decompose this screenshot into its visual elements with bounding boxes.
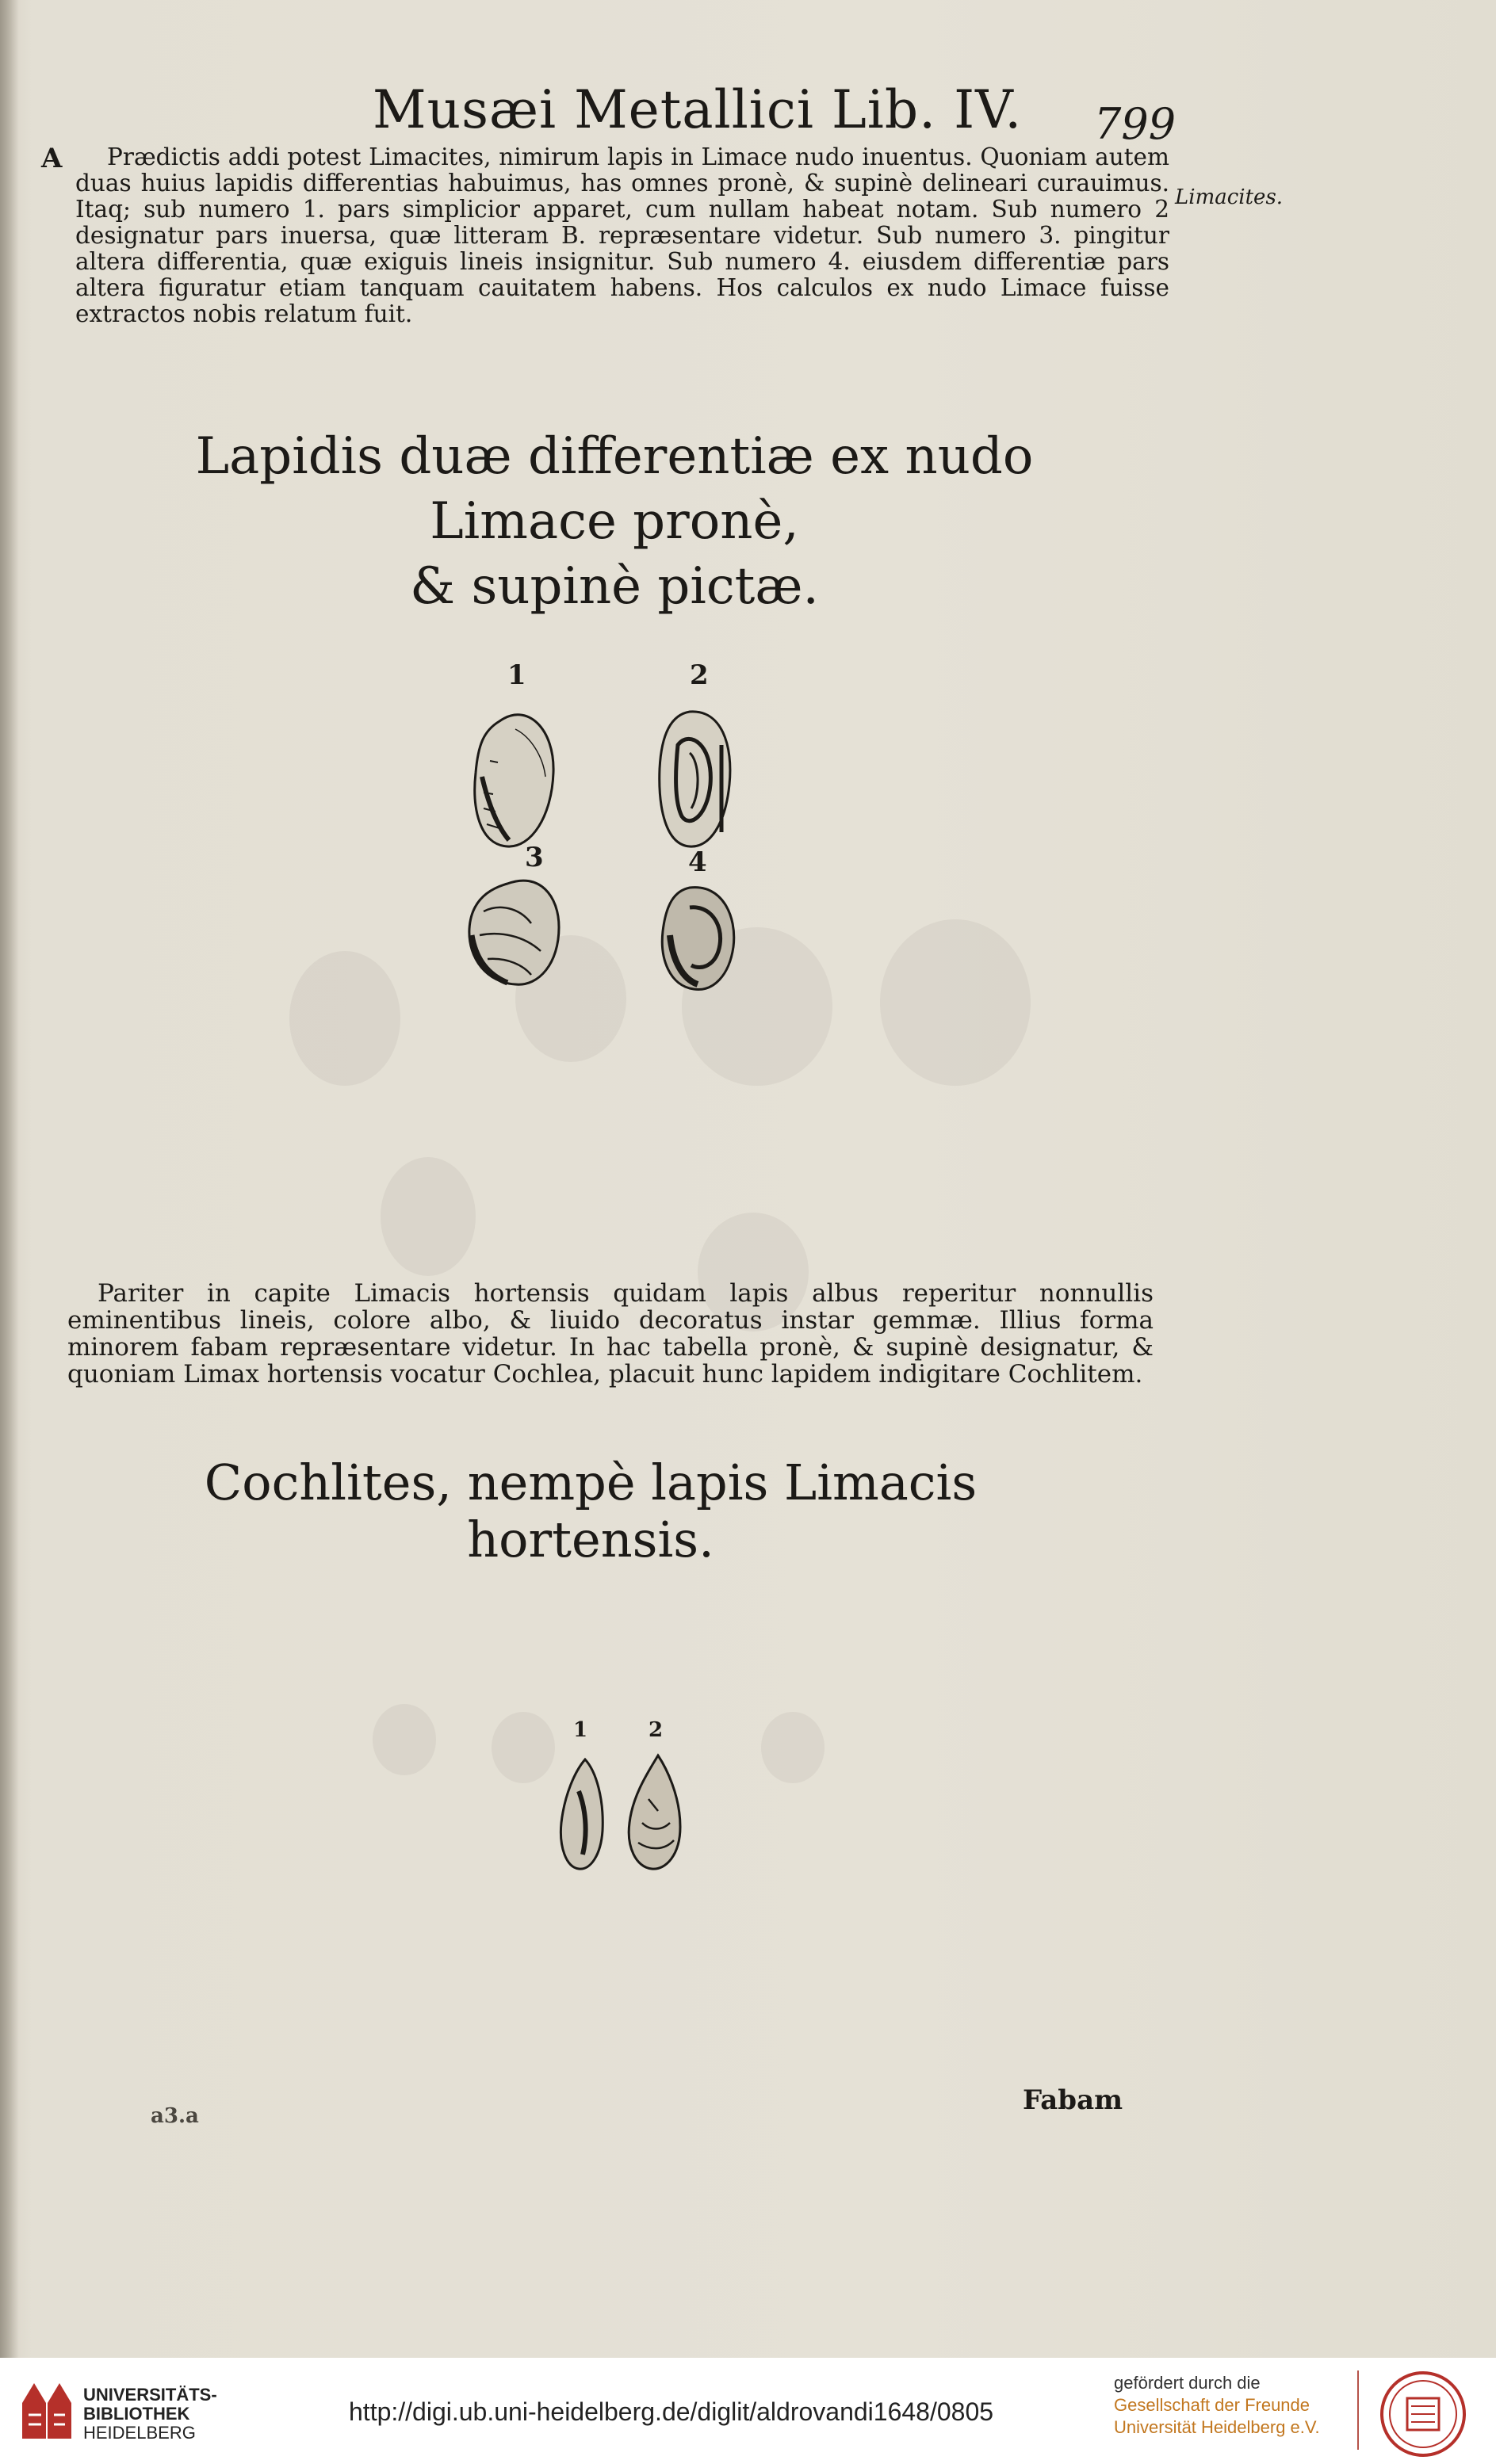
figure1-caption-line1: Lapidis duæ differentiæ ex nudo Limace pronè,	[195, 427, 1034, 551]
figure1-caption	[119, 424, 1110, 619]
sponsor-credit	[1114, 2372, 1320, 2439]
stone-3-drawing	[469, 881, 559, 984]
sponsor-intro: gefördert durch die	[1114, 2373, 1261, 2393]
paragraph-limacites: Prædictis addi potest Limacites, nimirum lapis in Limace nudo inuentus. Quoniam autem duas huius lapidis differentias habuimus, has omnes pronè, & supinè delineari curauimus. Itaq; sub numero 1. pars simplicior apparet, cum nullam habeat notam. Sub numero 2 designatur pars inuersa, quæ litteram B. repræsentare videtur. Sub numero 3. pingitur altera differentia, quæ exiguis lineis insignitur. Sub numero 4. eiusdem differentiæ pars altera figuratur etiam tanquam cauitatem habens. Hos calculos ex nudo Limace fuisse extractos nobis relatum fuit.	[75, 143, 1169, 327]
figure1-illustration	[452, 697, 769, 999]
viewer-footer	[0, 2358, 1496, 2464]
running-title: Musæi Metallici Lib. IV.	[373, 79, 1023, 140]
bleed-through-circle	[492, 1712, 555, 1783]
sponsor-name-line: Gesellschaft der Freunde	[1114, 2395, 1310, 2415]
catchword: Fabam	[1023, 2084, 1123, 2116]
bleed-through-circle	[373, 1704, 436, 1775]
bleed-through-circle	[289, 951, 400, 1086]
figure2-illustration	[547, 1752, 706, 1878]
library-name-line: HEIDELBERG	[83, 2423, 196, 2443]
library-name-line: UNIVERSITÄTS-	[83, 2385, 217, 2405]
page-number: 799	[1094, 99, 1177, 149]
figure1-caption-line2: & supinè pictæ.	[410, 557, 819, 616]
figure1-label-1: 1	[507, 659, 526, 691]
figure1-label-3: 3	[525, 842, 544, 873]
bleed-through-circle	[880, 919, 1031, 1086]
figure1-label-2: 2	[690, 659, 709, 691]
signature-mark: a3.a	[151, 2104, 199, 2128]
bleed-through-circle	[381, 1157, 476, 1276]
stone-1-drawing	[475, 715, 553, 846]
stone-4-drawing	[662, 888, 733, 990]
library-name-line: BIBLIOTHEK	[83, 2404, 190, 2424]
university-seal-icon[interactable]	[1379, 2370, 1467, 2458]
library-logo-icon[interactable]	[14, 2375, 78, 2447]
cochlite-2-drawing	[629, 1755, 680, 1869]
figure2-label-1: 1	[573, 1718, 588, 1742]
permalink-url[interactable]: http://digi.ub.uni-heidelberg.de/diglit/aldrovandi1648/0805	[349, 2397, 994, 2426]
library-name	[83, 2386, 217, 2443]
stone-2-drawing	[660, 712, 730, 846]
paragraph-cochlites: Pariter in capite Limacis hortensis quidam lapis albus reperitur nonnullis eminentibus lineis, colore albo, & liuido decoratus instar gemmæ. Illius forma minorem fabam repræsentare videtur. In hac tabella pronè, & supinè designatur, & quoniam Limax hortensis vocatur Cochlea, placuit hunc lapidem indigitare Cochlitem.	[67, 1279, 1154, 1389]
figure2-caption: Cochlites, nempè lapis Limacis hortensis.	[204, 1454, 978, 1568]
cochlite-1-drawing	[561, 1759, 603, 1869]
figure1-label-4: 4	[688, 846, 707, 878]
bleed-through-circle	[761, 1712, 825, 1783]
sponsor-name-line: Universität Heidelberg e.V.	[1114, 2417, 1320, 2437]
margin-note: Limacites.	[1175, 185, 1284, 209]
gutter-shadow	[0, 0, 19, 2358]
footer-divider	[1357, 2370, 1359, 2450]
figure2-label-2: 2	[649, 1718, 664, 1742]
section-marker: A	[41, 143, 63, 174]
